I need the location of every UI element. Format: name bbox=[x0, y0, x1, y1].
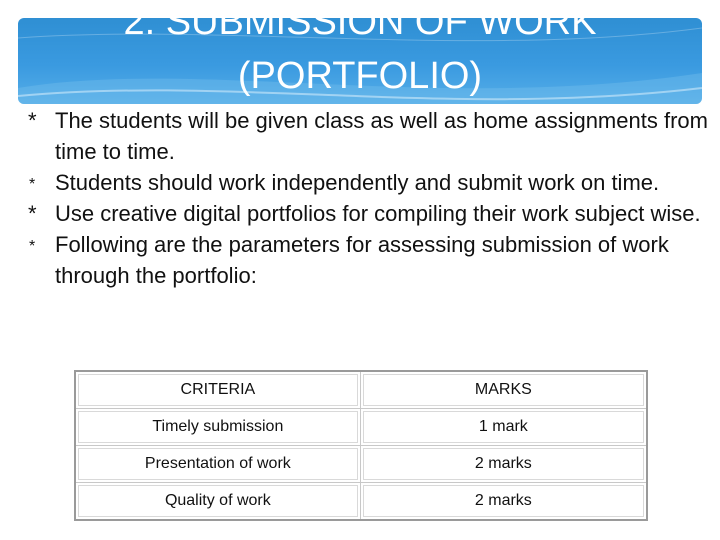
bullet-marker: * bbox=[29, 176, 36, 193]
marks-cell: 2 marks bbox=[360, 446, 647, 483]
table-row bbox=[75, 446, 647, 483]
table-header-row bbox=[75, 371, 647, 409]
table-row bbox=[75, 483, 647, 521]
assessment-table bbox=[74, 370, 648, 521]
bullet-marker: * bbox=[28, 201, 37, 226]
bullet-text: Students should work independently and submit work on time. bbox=[55, 170, 660, 195]
bullet-list bbox=[20, 105, 720, 291]
bullet-item bbox=[20, 229, 720, 291]
slide-title-line2: (PORTFOLIO) bbox=[237, 55, 483, 97]
bullet-text: Use creative digital portfolios for compiling their work subject wise. bbox=[55, 201, 701, 226]
marks-cell: 2 marks bbox=[360, 483, 647, 521]
bullet-text: The students will be given class as well as home assignments from time to time. bbox=[55, 108, 708, 164]
bullet-marker: * bbox=[28, 108, 37, 133]
header-marks: MARKS bbox=[360, 371, 647, 409]
bullet-item bbox=[20, 167, 720, 198]
bullet-text: Following are the parameters for assessing submission of work through the portfolio: bbox=[55, 232, 669, 288]
slide-title-line1: 2. SUBMISSION OF WORK bbox=[123, 1, 597, 43]
table-row bbox=[75, 409, 647, 446]
criteria-cell: Quality of work bbox=[75, 483, 360, 521]
criteria-cell: Presentation of work bbox=[75, 446, 360, 483]
bullet-item bbox=[20, 198, 720, 229]
bullet-item bbox=[20, 105, 720, 167]
criteria-cell: Timely submission bbox=[75, 409, 360, 446]
marks-cell: 1 mark bbox=[360, 409, 647, 446]
header-criteria: CRITERIA bbox=[75, 371, 360, 409]
bullet-marker: * bbox=[29, 238, 36, 255]
